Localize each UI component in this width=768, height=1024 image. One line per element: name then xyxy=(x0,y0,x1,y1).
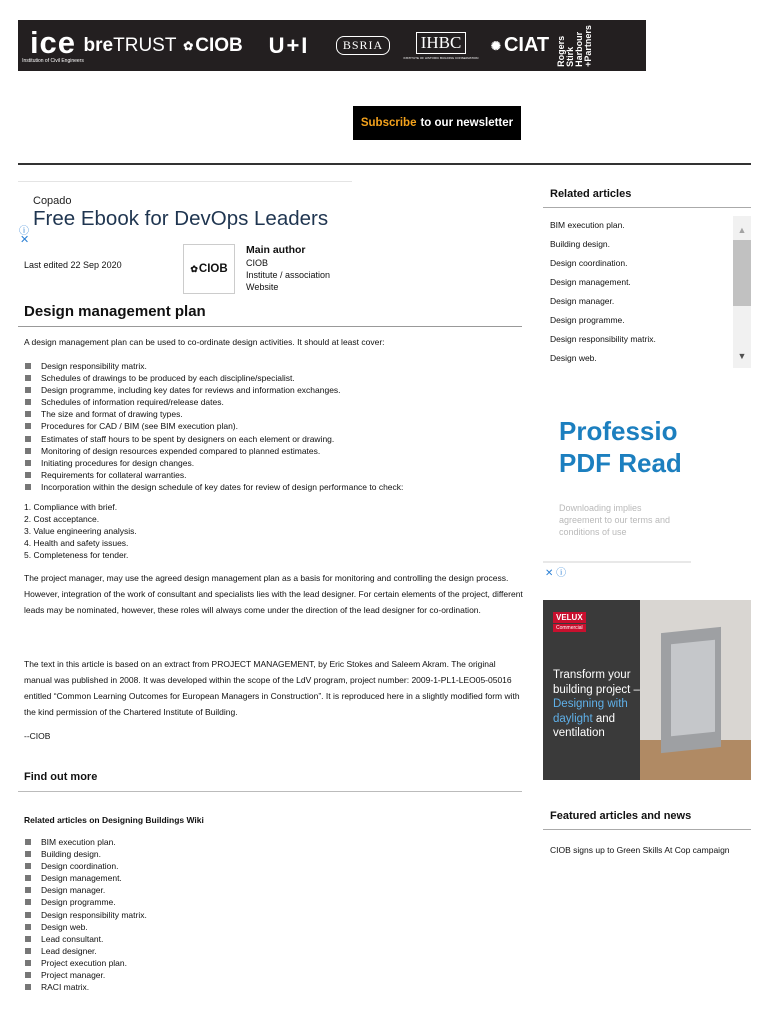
ad-advertiser[interactable]: Copado xyxy=(33,195,72,207)
related-article-link[interactable]: Design web. xyxy=(24,921,147,933)
related-article-link[interactable]: Project manager. xyxy=(24,969,147,981)
subscribe-accent-text: Subscribe xyxy=(360,117,417,129)
ice-logo[interactable] xyxy=(18,27,88,64)
brochure-cover-image xyxy=(671,640,715,737)
article-intro: A design management plan can be used to co-ordinate design activities. It should at least cover: xyxy=(24,337,385,347)
velux-copy-highlight: Designing with daylight xyxy=(553,698,628,725)
related-article-link[interactable]: Design responsibility matrix. xyxy=(24,909,147,921)
coverage-list xyxy=(24,360,403,493)
related-articles-wiki-heading: Related articles on Designing Buildings Wiki xyxy=(24,815,204,825)
last-edited-date: Last edited 22 Sep 2020 xyxy=(24,260,122,270)
sidebar-related-link[interactable]: Design programme. xyxy=(550,315,625,325)
sidebar-related-link[interactable]: Design coordination. xyxy=(550,258,628,268)
ad-divider xyxy=(18,181,352,182)
list-item: Design programme, including key dates for reviews and information exchanges. xyxy=(24,384,403,396)
related-article-link[interactable]: Lead designer. xyxy=(24,945,147,957)
velux-ad[interactable] xyxy=(543,600,751,780)
bsria-logo-text: BSRIA xyxy=(336,36,390,55)
list-item: Schedules of drawings to be produced by each discipline/specialist. xyxy=(24,372,403,384)
list-item: Monitoring of design resources expended compared to planned estimates. xyxy=(24,445,403,457)
list-item: 3. Value engineering analysis. xyxy=(24,526,137,536)
list-item: Initiating procedures for design changes. xyxy=(24,457,403,469)
author-logo[interactable] xyxy=(183,244,235,294)
related-article-link[interactable]: RACI matrix. xyxy=(24,981,147,993)
sidebar-related-list xyxy=(543,216,751,368)
ciob-partner-logo-text: CIOB xyxy=(195,34,243,56)
ad-headline[interactable]: Free Ebook for DevOps Leaders xyxy=(33,207,329,230)
list-item: Design responsibility matrix. xyxy=(24,360,403,372)
ice-logo-text: ice xyxy=(29,25,77,60)
partner-logo-bar xyxy=(18,20,646,71)
related-article-link[interactable]: Design manager. xyxy=(24,884,147,896)
list-item: 1. Compliance with brief. xyxy=(24,502,118,512)
ihbc-logo-text: IHBC xyxy=(416,32,467,54)
title-divider xyxy=(18,326,522,327)
ciob-emblem-icon: ✿ xyxy=(183,38,194,53)
bre-logo-text: bre xyxy=(83,34,114,56)
sidebar-related-link[interactable]: Design responsibility matrix. xyxy=(550,334,656,344)
featured-article-link[interactable]: CIOB signs up to Green Skills At Cop campaign xyxy=(550,845,730,855)
sidebar-related-link[interactable]: BIM execution plan. xyxy=(550,220,625,230)
subscribe-rest-text: to our newsletter xyxy=(420,117,514,129)
author-logo-text: CIOB xyxy=(198,263,228,275)
ciat-logo[interactable] xyxy=(480,34,560,57)
ice-logo-subtext: Institution of Civil Engineers xyxy=(22,58,84,64)
related-article-link[interactable]: Design coordination. xyxy=(24,860,147,872)
related-articles-list xyxy=(24,836,147,993)
bre-trust-logo[interactable] xyxy=(83,34,177,57)
related-article-link[interactable]: Design management. xyxy=(24,872,147,884)
pdf-ad-title-line: Professio xyxy=(559,416,678,446)
u-and-i-logo-text: U+I xyxy=(268,32,310,58)
related-article-link[interactable]: Building design. xyxy=(24,848,147,860)
author-website-link[interactable]: Website xyxy=(246,282,279,292)
rogers-stirk-harbour-logo[interactable] xyxy=(556,20,593,71)
article-signature: --CIOB xyxy=(24,731,51,741)
velux-logo-sub: Commercial xyxy=(553,624,586,632)
sidebar-related-heading: Related articles xyxy=(550,188,632,200)
list-item: Requirements for collateral warranties. xyxy=(24,469,403,481)
list-item: 4. Health and safety issues. xyxy=(24,538,129,548)
sidebar-related-link[interactable]: Design web. xyxy=(550,353,597,363)
scroll-up-icon[interactable]: ▲ xyxy=(737,225,747,235)
sidebar-related-link[interactable]: Building design. xyxy=(550,239,611,249)
ciat-emblem-icon: ✺ xyxy=(490,38,501,53)
ihbc-logo-subtext: INSTITUTE OF HISTORIC BUILDING CONSERVATION xyxy=(403,55,479,60)
ad-info-icon[interactable]: ⓘ xyxy=(19,226,29,237)
ad-close-icon[interactable]: ✕ xyxy=(20,234,30,246)
header-divider xyxy=(18,163,751,165)
adchoices-icon[interactable]: ✕ ⓘ xyxy=(545,568,567,579)
list-item: 2. Cost acceptance. xyxy=(24,514,100,524)
pdf-ad-disclaimer: Downloading implies agreement to our terms and conditions of use xyxy=(559,503,671,537)
author-name-link[interactable]: CIOB xyxy=(246,258,269,268)
pdf-ad-title-line: PDF Read xyxy=(559,448,682,478)
related-article-link[interactable]: Lead consultant. xyxy=(24,933,147,945)
list-item: Procedures for CAD / BIM (see BIM execution plan). xyxy=(24,420,403,432)
velux-copy-text-end: and ventilation xyxy=(553,712,616,739)
ciob-partner-logo[interactable] xyxy=(172,35,254,57)
author-type: Institute / association xyxy=(246,270,331,280)
featured-divider xyxy=(543,829,751,830)
section-divider xyxy=(18,791,522,792)
related-article-link[interactable]: Design programme. xyxy=(24,896,147,908)
list-item: Incorporation within the design schedule of key dates for review of design performance to check: xyxy=(24,481,403,493)
list-item: Estimates of staff hours to be spent by designers on each element or drawing. xyxy=(24,433,403,445)
list-item: Schedules of information required/release dates. xyxy=(24,396,403,408)
velux-logo: VELUX xyxy=(553,612,586,623)
rsh-logo-text: Rogers Stirk Harbour +Partners xyxy=(556,24,593,67)
pdf-ad-title xyxy=(559,415,682,479)
bsria-logo[interactable] xyxy=(324,36,402,55)
scrollbar-thumb[interactable] xyxy=(733,240,751,306)
article-source-paragraph: The text in this article is based on an extract from PROJECT MANAGEMENT, by Eric Stokes and Saleem Akram. The original manual was published in 2008. It was developed within the scope of the LdV program, project number: 2009-1-PL1-LEO05-05016 entitled “Common Learning Outcomes for European Managers in Construction”. It is reproduced here in a slightly modified form with the kind permission of the Chartered Institute of Building. xyxy=(24,659,520,717)
list-item: 5. Completeness for tender. xyxy=(24,550,129,560)
related-article-link[interactable]: BIM execution plan. xyxy=(24,836,147,848)
scroll-down-icon[interactable]: ▼ xyxy=(737,351,747,361)
main-author-heading: Main author xyxy=(246,244,306,256)
ihbc-logo[interactable] xyxy=(402,32,480,60)
sidebar-heading-divider xyxy=(543,207,751,208)
list-item: The size and format of drawing types. xyxy=(24,408,403,420)
author-logo-emblem-icon: ✿ xyxy=(190,263,198,274)
sidebar-related-link[interactable]: Design management. xyxy=(550,277,631,287)
page-title: Design management plan xyxy=(24,303,206,320)
pdf-reader-ad[interactable] xyxy=(543,405,691,563)
related-article-link[interactable]: Project execution plan. xyxy=(24,957,147,969)
sidebar-related-link[interactable]: Design manager. xyxy=(550,296,615,306)
performance-check-list xyxy=(24,501,137,561)
subscribe-newsletter-button[interactable] xyxy=(353,106,521,140)
find-out-more-heading: Find out more xyxy=(24,771,98,783)
trust-logo-text: TRUST xyxy=(113,34,177,56)
ciat-logo-text: CIAT xyxy=(503,34,550,56)
velux-ad-copy xyxy=(553,668,643,741)
u-and-i-logo[interactable] xyxy=(254,33,324,59)
article-paragraph: The project manager, may use the agreed design management plan as a basis for monitoring and controlling the design process. However, integration of the work of consultant and specialists lies with the lead designer. For certain elements of the project, different leads may be nominated, however, these roles will always come under the direction of the lead designer for co-ordination. xyxy=(24,573,523,615)
featured-heading: Featured articles and news xyxy=(550,810,692,822)
velux-copy-text: Transform your building project – xyxy=(553,669,640,696)
pdf-ad-divider xyxy=(543,561,691,563)
